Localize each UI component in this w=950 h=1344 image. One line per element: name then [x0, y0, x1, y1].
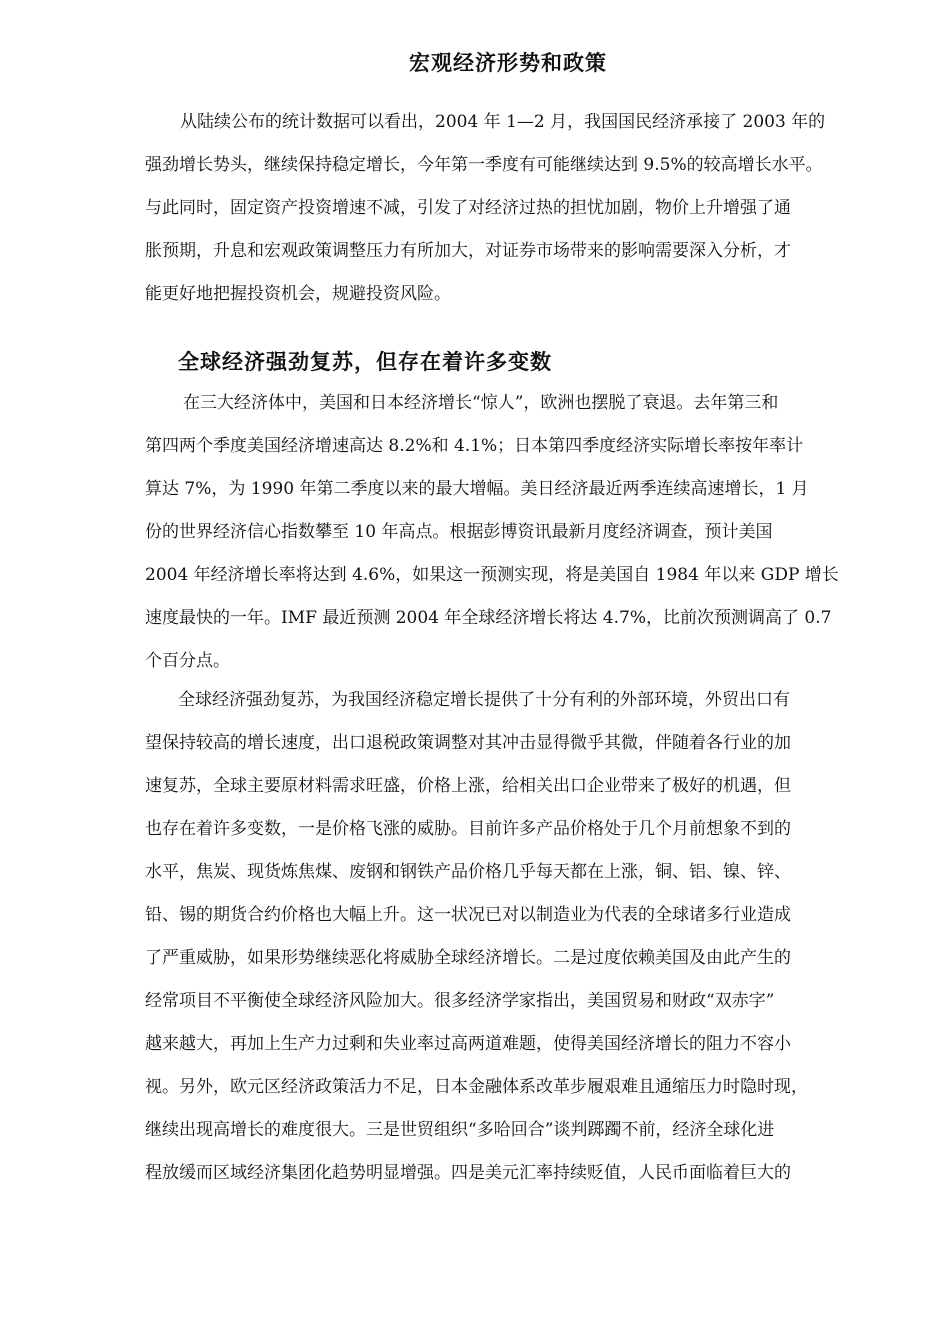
paragraph-line: 也存在着许多变数，一是价格飞涨的威胁。目前许多产品价格处于几个月前想象不到的	[145, 819, 791, 839]
section-heading: 全球经济强劲复苏，但存在着许多变数	[178, 349, 552, 374]
paragraph-line: 速度最快的一年。IMF 最近预测 2004 年全球经济增长将达 4.7%，比前次预测调高了 0.7	[145, 608, 832, 628]
paragraph-line: 第四两个季度美国经济增速高达 8.2%和 4.1%；日本第四季度经济实际增长率按年率计	[145, 436, 804, 456]
paragraph-line: 了严重威胁，如果形势继续恶化将威胁全球经济增长。二是过度依赖美国及由此产生的	[145, 948, 791, 968]
paragraph-line: 铅、锡的期货合约价格也大幅上升。这一状况已对以制造业为代表的全球诸多行业造成	[145, 905, 791, 925]
paragraph-line: 在三大经济体中，美国和日本经济增长“惊人”，欧洲也摆脱了衰退。去年第三和	[183, 393, 779, 413]
paragraph-line: 视。另外，欧元区经济政策活力不足，日本金融体系改革步履艰难且通缩压力时隐时现，	[145, 1077, 808, 1097]
paragraph-line: 个百分点。	[145, 651, 230, 671]
paragraph-line: 越来越大，再加上生产力过剩和失业率过高两道难题，使得美国经济增长的阻力不容小	[145, 1034, 791, 1054]
paragraph-line: 望保持较高的增长速度，出口退税政策调整对其冲击显得微乎其微，伴随着各行业的加	[145, 733, 791, 753]
paragraph-line: 从陆续公布的统计数据可以看出，2004 年 1—2 月，我国国民经济承接了 2003 年的	[180, 112, 826, 132]
paragraph-line: 2004 年经济增长率将达到 4.6%，如果这一预测实现，将是美国自 1984 年以来 GDP 增长	[145, 565, 839, 585]
paragraph-line: 与此同时，固定资产投资增速不减，引发了对经济过热的担忧加剧，物价上升增强了通	[145, 198, 791, 218]
paragraph-line: 全球经济强劲复苏，为我国经济稳定增长提供了十分有利的外部环境，外贸出口有	[178, 690, 790, 710]
paragraph-line: 经常项目不平衡使全球经济风险加大。很多经济学家指出，美国贸易和财政“双赤字”	[145, 991, 775, 1011]
paragraph-line: 强劲增长势头，继续保持稳定增长，今年第一季度有可能继续达到 9.5%的较高增长水平。	[145, 155, 823, 175]
paragraph-line: 水平，焦炭、现货炼焦煤、废钢和钢铁产品价格几乎每天都在上涨，铜、铝、镍、锌、	[145, 862, 791, 882]
paragraph-line: 能更好地把握投资机会，规避投资风险。	[145, 284, 451, 304]
paragraph-line: 算达 7%，为 1990 年第二季度以来的最大增幅。美日经济最近两季连续高速增长，1 月	[145, 479, 809, 499]
paragraph-line: 胀预期，升息和宏观政策调整压力有所加大，对证券市场带来的影响需要深入分析，才	[145, 241, 791, 261]
paragraph-line: 继续出现高增长的难度很大。三是世贸组织“多哈回合”谈判踯躅不前，经济全球化进	[145, 1120, 775, 1140]
paragraph-line: 份的世界经济信心指数攀至 10 年高点。根据彭博资讯最新月度经济调查，预计美国	[145, 522, 773, 542]
paragraph-line: 速复苏，全球主要原材料需求旺盛，价格上涨，给相关出口企业带来了极好的机遇，但	[145, 776, 791, 796]
paragraph-line: 程放缓而区域经济集团化趋势明显增强。四是美元汇率持续贬值，人民币面临着巨大的	[145, 1163, 791, 1183]
document-title: 宏观经济形势和政策	[409, 50, 607, 75]
